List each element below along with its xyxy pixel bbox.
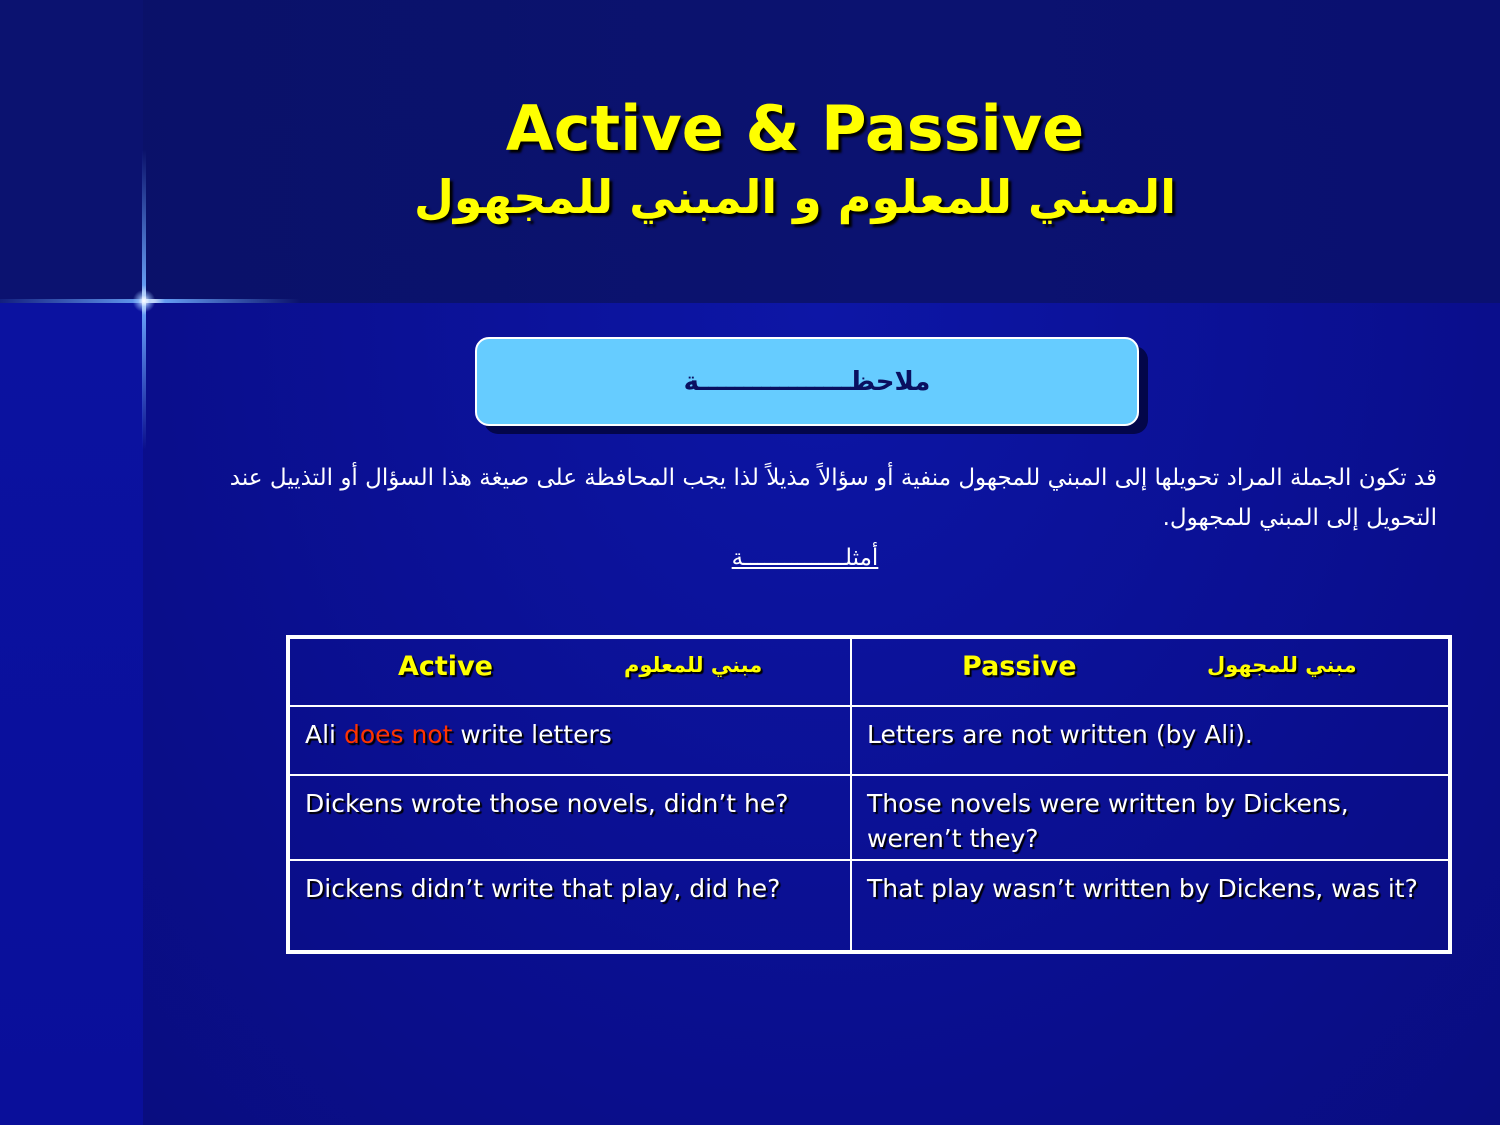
- table-row: [288, 775, 1450, 860]
- lens-flare-center: [132, 290, 156, 312]
- header-passive-ar: مبني للمجهول: [1207, 653, 1357, 677]
- active-prefix: Ali: [305, 720, 344, 749]
- header-active-en: Active: [398, 651, 493, 682]
- header-passive: [851, 637, 1450, 706]
- cell-passive-text: Those novels were written by Dickens, weren’t they?: [867, 789, 1349, 853]
- cell-active: [288, 860, 851, 952]
- cell-active: [288, 775, 851, 860]
- examples-table: [286, 635, 1452, 954]
- cell-active-text: Dickens didn’t write that play, did he?: [305, 874, 781, 903]
- cell-active-text: [290, 707, 850, 752]
- slide-subtitle-arabic: المبني للمعلوم و المبني للمجهول: [414, 170, 1176, 224]
- active-suffix: write letters: [452, 720, 612, 749]
- active-highlight: does not: [343, 720, 453, 749]
- header-active: [288, 637, 851, 706]
- header-active-ar: مبني للمعلوم: [624, 653, 763, 677]
- note-label: ملاحظـــــــــــــــــة: [683, 366, 931, 397]
- cell-passive-text: That play wasn’t written by Dickens, was it?: [867, 874, 1418, 903]
- table-row: [288, 860, 1450, 952]
- cell-passive: [851, 775, 1450, 860]
- header-passive-en: Passive: [962, 651, 1077, 682]
- cell-passive-text: Letters are not written (by Ali).: [867, 720, 1253, 749]
- cell-passive: [851, 706, 1450, 775]
- cell-active-text: Dickens wrote those novels, didn’t he?: [305, 789, 789, 818]
- cell-passive: [851, 860, 1450, 952]
- note-paragraph: قد تكون الجملة المراد تحويلها إلى المبني للمجهول منفية أو سؤالاً مذيلاً لذا يجب المحافظة على صيغة هذا السؤال أو التذييل عند التحويل إلى المبني للمجهول.: [229, 465, 1437, 531]
- table-header-row: [288, 637, 1450, 706]
- slide-corner: [0, 0, 143, 303]
- note-box: [475, 337, 1139, 426]
- slide-left-band: [0, 303, 143, 1125]
- table-row: [288, 706, 1450, 775]
- slide-title: Active & Passive: [505, 92, 1085, 165]
- examples-heading: أمثلـــــــــــــــة: [731, 545, 879, 571]
- cell-active: [288, 706, 851, 775]
